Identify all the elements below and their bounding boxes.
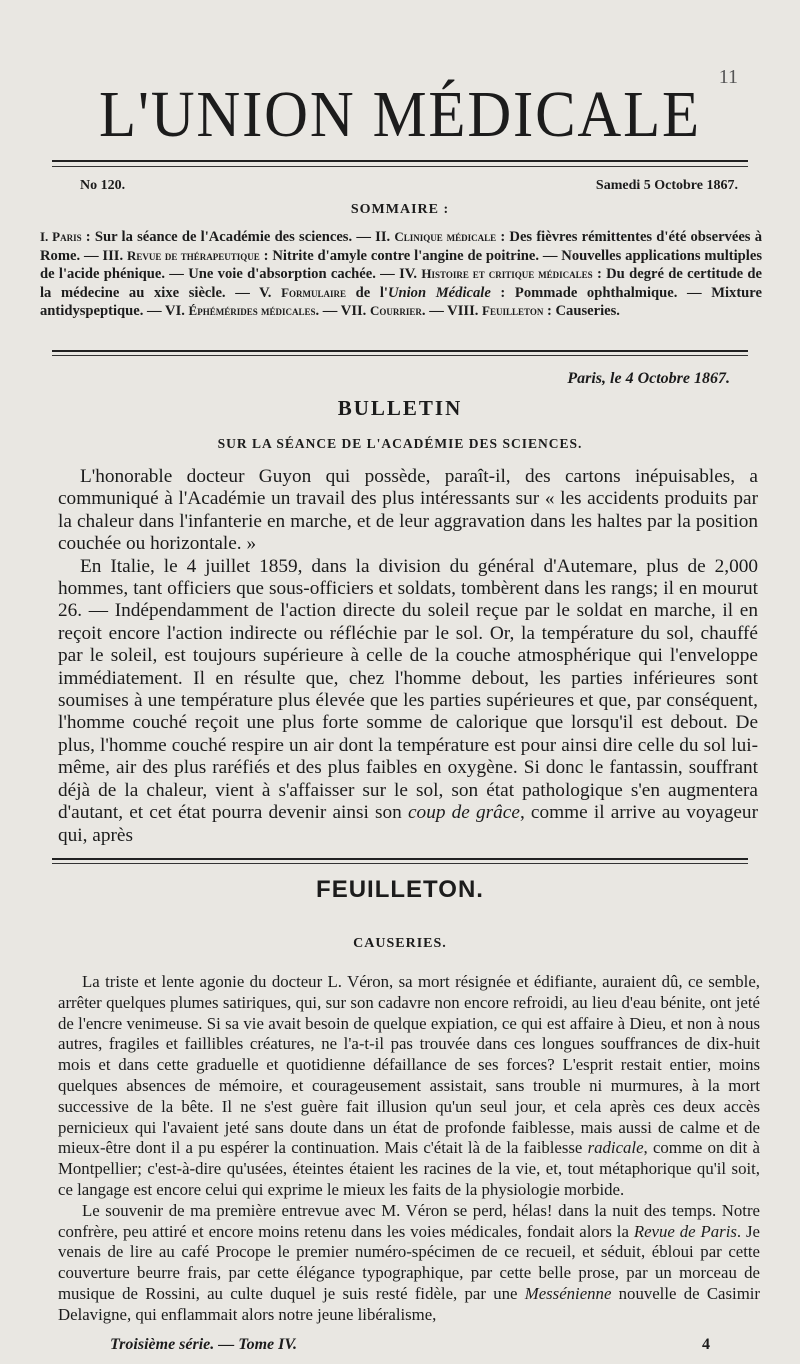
series-volume: Troisième série. — Tome IV. (110, 1336, 297, 1353)
bulletin-dateline: Paris, le 4 Octobre 1867. (567, 370, 730, 387)
feuilleton-rule (52, 858, 748, 860)
sommaire-text: de l' (346, 284, 388, 301)
section-rule-thin (52, 355, 748, 356)
masthead-rule-thin (52, 166, 748, 167)
feuilleton-paragraph (58, 972, 760, 1201)
bulletin-paragraph: L'honorable docteur Guyon qui possède, paraît-il, des cartons inépuisables, a communiqué à l'Académie un travail des plus intéressants sur « les accidents produits par la chaleur dans l'infanterie en marche, et de leur aggravation dans les haltes par la position couchée ou horizontale. » (58, 466, 758, 555)
sommaire-text: : Des fièvres rémittentes d'été observées à Rome. — III. (40, 229, 763, 264)
bulletin-paragraph (58, 556, 758, 847)
masthead-title: L'UNION MÉDICALE (99, 78, 701, 151)
paragraph-text: La triste et lente agonie du docteur L. Véron, sa mort résignée et édifiante, auraient dû, ce semble, arrêter quelques plumes satiriques, qui, sur son cadavre non encore refroidi, au lieu d'eau bénite, ont jeté de l'encre venimeuse. Si sa vie avait besoin de quelque expiation, ce qui est affaire à Dieu, et non à nous autres, fragiles et faillibles créatures, ne l'a-t-il pas trouvée dans ces longues souffrances de dix-huit mois et dans cette graduelle et quotidienne défaillance de ses forces? L'esprit restait entier, moins quelques absences de mémoire, et courageusement assistait, sans trouble ni murmures, à la mort successive de la bête. Il ne s'est guère fait illusion qu'un seul jour, et cela après ces deux accès pernicieux qui l'avaient jeté sans doute dans un état de profonde faiblesse, mais aussi de calme et de mieux-être dont il a pu espérer la continuation. Mais c'était là de la faiblesse (58, 972, 760, 1158)
feuilleton-paragraph (58, 1201, 760, 1326)
sommaire-label: Éphémérides médicales (188, 303, 316, 319)
sommaire-italic: Union Médicale (387, 284, 491, 301)
paragraph-text: , comme on dit à Montpellier; c'est-à-dire qu'usées, éteintes étaient les racines de la vie, et, tout métaphorique qu'il soit, ce langage est encore celui qui exprime le mieux les faits de la physiologie morbide. (58, 1138, 760, 1199)
sommaire-text: : Nitrite d'amyle contre l'angine de poitrine. — Nouvelles applications multiples de l'acide phénique. — Une voie d'absorption cachée. — IV. (40, 247, 762, 283)
paragraph-italic: coup de grâce (408, 802, 520, 824)
paragraph-text: En Italie, le 4 juillet 1859, dans la division du général d'Autemare, plus de 2,000 hommes, tant officiers que sous-officiers et soldats, tombèrent dans les rangs; il en mourut 26. — Indépendamment de l'action directe du soleil reçue par le soldat en marche, il en reçoit encore l'action indirecte ou réfléchie par le sol. Or, la température du sol, chauffé par le soleil, est toujours supérieure à celle de la couche atmosphérique qui l'enveloppe immédiatement. Il en résulte que, chez l'homme debout, les parties inférieures sont soumises à une température plus élevée que les parties supérieures et que, par conséquent, l'homme couché reçoit une plus forte somme de calorique que lorsqu'il est debout. De plus, l'homme couché respire un air dont la température est pour ainsi dire celle du sol lui-même, air des plus raréfiés et des plus faibles en oxygène. Si donc le fantassin, souffrant déjà de la chaleur, vient à s'affaisser sur le sol, son état pathologique s'en augmentera d'autant, et cet état pourra devenir ainsi son (58, 555, 758, 824)
paragraph-italic: radicale (587, 1138, 644, 1158)
paragraph-text: , comme il arrive au voyageur qui, après (58, 802, 758, 846)
feuilleton-body (58, 972, 760, 1326)
sommaire-label: Clinique médicale (394, 229, 497, 244)
page-number: 4 (702, 1336, 710, 1353)
bulletin-title: BULLETIN (337, 396, 463, 420)
sommaire-text: : Sur la séance de l'Académie des sciences. — II. (81, 229, 395, 245)
feuilleton-subtitle: CAUSERIES. (353, 936, 447, 951)
bulletin-body (58, 466, 758, 847)
sommaire-text: . — VIII. (421, 303, 483, 320)
sommaire-contents (40, 228, 762, 321)
paragraph-text: . Je venais de lire au café Procope le premier numéro-spécimen de ce recueil, et séduit, ébloui par cette couverture beurre frais, par cette élégance typographique, par cette belle prose, par un morceau de musique de Rossini, au culte duquel je suis resté fidèle, par une (58, 1221, 761, 1303)
corner-page-number: 11 (718, 66, 738, 88)
issue-date: Samedi 5 Octobre 1867. (595, 178, 738, 193)
sommaire-text: . — VII. (315, 303, 370, 320)
paragraph-italic: Revue de Paris (633, 1221, 737, 1241)
bulletin-subtitle: SUR LA SÉANCE DE L'ACADÉMIE DES SCIENCES. (217, 436, 583, 451)
sommaire-text: : Du degré de certitude de la médecine au xixe siècle. — V. (40, 266, 763, 301)
feuilleton-rule-thin (52, 863, 748, 864)
sommaire-label: Formulaire (281, 284, 347, 300)
sommaire-text: : Causeries. (543, 303, 620, 320)
paragraph-italic: Messénienne (524, 1283, 612, 1303)
sommaire-label: Revue de thérapeutique (126, 247, 260, 263)
sommaire-label: Feuilleton (482, 303, 544, 319)
sommaire-text: : Pommade ophthalmique. — Mixture antidyspeptique. — VI. (40, 284, 762, 320)
section-rule (52, 350, 748, 352)
feuilleton-title: FEUILLETON. (316, 876, 484, 903)
issue-number: No 120. (80, 178, 126, 193)
masthead-rule (52, 160, 748, 162)
sommaire-label: Histoire et critique médicales (421, 266, 593, 282)
paragraph-text: Le souvenir de ma première entrevue avec M. Véron se perd, hélas! dans la nuit des temps. Notre confrère, peu attiré et encore moins retenu dans les voies médicales, fondait alors la (58, 1200, 760, 1241)
sommaire-label: Courrier (369, 303, 422, 319)
paragraph-text: nouvelle de Casimir Delavigne, qui enflammait alors notre jeune libéralisme, (58, 1283, 760, 1324)
sommaire-label: I. Paris (40, 229, 82, 244)
page-footer (110, 1336, 710, 1354)
sommaire-heading: SOMMAIRE : (350, 202, 450, 217)
